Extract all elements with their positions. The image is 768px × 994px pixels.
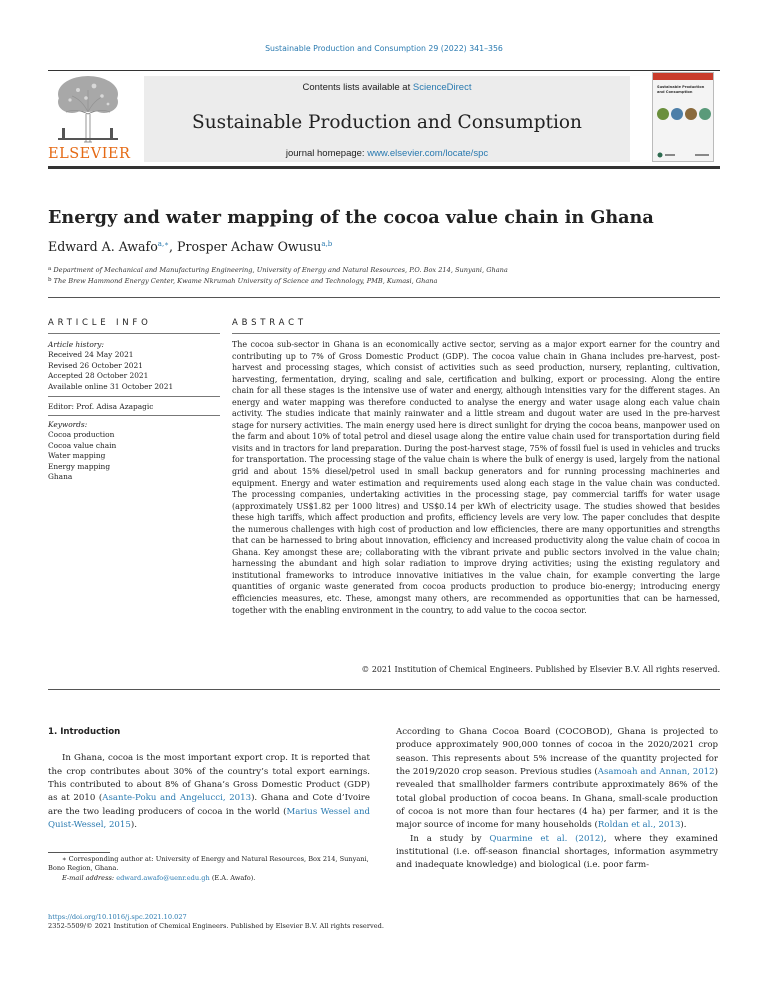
article-title: Energy and water mapping of the cocoa value chain in Ghana (48, 207, 654, 228)
cover-logos-icon (657, 152, 711, 158)
corresponding-author-text: Corresponding author at: University of Energy and Natural Resources, Box 214, Sunyani, Bono Region, Ghana. (48, 855, 369, 873)
top-divider (48, 70, 720, 71)
author-name[interactable]: Prosper Achaw Owusu (176, 239, 322, 254)
paragraph-text: ). Ghana and Cote d’Ivoire are the two leading producers of cocoa in the world ( (48, 793, 370, 817)
author-affiliation-mark[interactable]: a,b (321, 240, 333, 248)
keyword: Cocoa production (48, 430, 115, 440)
article-info-heading: ARTICLE INFO (48, 318, 152, 328)
elsevier-wordmark: ELSEVIER (48, 146, 131, 162)
footnote (48, 855, 370, 883)
corresponding-author-note (48, 855, 370, 874)
cover-images-icon (656, 107, 712, 121)
article-history-label: Article history: (48, 340, 104, 349)
paragraph-text: In Ghana, cocoa is the most important export crop. It is reported that the crop contributes about 30% of the country’s total export earnings. This contributed to about 8% of Ghana’s Gross Domestic Product (GDP) as at 2010 ( (48, 753, 370, 804)
citation-link[interactable]: Asamoah and Annan, 2012 (597, 767, 715, 778)
email-line (48, 874, 370, 883)
author-affiliation-mark[interactable]: a,∗ (157, 240, 169, 248)
editor-line: Editor: Prof. Adisa Azapagic (48, 402, 154, 411)
article-info-rule (48, 333, 220, 334)
elsevier-logo[interactable] (48, 72, 131, 164)
keyword: Ghana (48, 472, 73, 482)
doi-block (48, 913, 384, 932)
masthead-divider (48, 166, 720, 169)
homepage-line (144, 148, 630, 159)
abstract-divider (48, 689, 720, 690)
journal-title: Sustainable Production and Consumption (192, 112, 582, 133)
article-info-rule (48, 415, 220, 416)
email-label: E-mail address: (62, 873, 115, 882)
paragraph-text: , where they examined institutional (i.e. off-season financial shortages, information asymmetry and inadequate knowledge) and biological (i.e. poor farm- (396, 833, 718, 871)
abstract-text: The cocoa sub-sector in Ghana is an economically active sector, serving as a major export earner for the country and contributing up to 7% of Gross Domestic Product (GDP). The cocoa value chain in Ghana includes pre-harvest, post-harvest and processing stages, which consist of activities such as seed production, nursery, replanting, cultivation, harvesting, fermentation, drying, scaling and sale, certification and bulking, export or processing. Along the entire chain for all these stages is the intensive use of water and energy, although intensities vary for the different stages. An energy and water mapping was therefore conducted to analyse the energy and water usage along each value chain activity. The studies indicate that mainly rainwater and a little stream and dugout water are used in the pre-harvest stage for nursery activities. The main energy used here is direct sunlight for drying the cocoa beans, manpower used on the farm and about 10% of total petrol and diesel usage along the entire value chain used for transportation during field visits and in tractors for land preparation. During the post-harvest stage, 75% of fossil fuel is used in vehicles and trucks for transportation. The processing stage of the value chain is where the bulk of energy is used, largely from the national grid and about 15% diesel/petrol used in small backup generators and for running processing machineries and equipment. Energy and water estimation and requirements used along each stage in the value chain was conducted. The processing companies, undertaking activities in the processing stage, pay commercial tariffs for water usage (approximately US$1.82 per 1000 litres) and US$0.14 per kWh of electricity usage. The studies showed that besides these high tariffs, which affect production and profits, efficiency levels are very low. The paper concludes that despite the numerous challenges with high cost of production and low efficiencies, there are many opportunities and strengths that can be harnessed to bring about innovation, efficiency and increased productivity along the value chain of cocoa in Ghana. Key amongst these are; collaborating with the vibrant private and public sectors involved in the value chain; harnessing the abundant and high solar radiation to improve drying activities; using the existing regulatory and institutional frameworks to introduce innovative initiatives in the value chain, for example converting the large quantities of organic waste generated from cocoa products production to produce bio-energy; introducing energy efficiencies measures, etc. These, amongst many others, are recommended as opportunities that can be harnessed, together with the enabling environment in the country, to add value to the cocoa sector. (232, 340, 720, 615)
journal-banner (144, 76, 630, 162)
paragraph-text: ) revealed that smallholder farmers contribute approximately 86% of the total global production of cocoa beans. In Ghana, small-scale production of cocoa is not more than four hectares (4 ha) per farmer, and it is the major source of income for many households ( (396, 767, 718, 831)
affiliation-text: Department of Mechanical and Manufacturing Engineering, University of Energy and Natural Resources, P.O. Box 214, Sunyani, Ghana (53, 266, 508, 274)
affiliation-mark: a (48, 266, 52, 272)
left-column (48, 726, 370, 832)
journal-cover-thumbnail[interactable] (652, 72, 714, 162)
footnote-mark: ∗ (62, 855, 67, 863)
affiliation-a (48, 266, 508, 274)
paragraph-text: According to Ghana Cocoa Board (COCOBOD), Ghana is projected to produce approximately 900,000 tonnes of cocoa in the 2020/2021 crop season. This represents about 5% increase of the quantity projected for the 2019/2020 crop season. Previous studies ( (396, 727, 718, 778)
issn-copyright: 2352-5509/© 2021 Institution of Chemical Engineers. Published by Elsevier B.V. All rights reserved. (48, 922, 384, 931)
abstract-copyright: © 2021 Institution of Chemical Engineers. Published by Elsevier B.V. All rights reserved. (361, 665, 720, 674)
affiliation-mark: b (48, 277, 52, 283)
article-history (48, 340, 220, 392)
history-received: Received 24 May 2021 (48, 350, 134, 360)
email-link[interactable]: edward.awafo@uenr.edu.gh (116, 873, 210, 882)
header-divider (48, 297, 720, 298)
citation-link[interactable]: Asante-Poku and Angelucci, 2013 (102, 793, 252, 804)
author-separator: , (168, 239, 177, 254)
abstract-heading: ABSTRACT (232, 318, 307, 328)
footnote-rule (48, 852, 110, 853)
section-heading: 1. Introduction (48, 727, 121, 737)
author-list (48, 239, 332, 254)
paragraph (48, 752, 370, 832)
cover-title: Sustainable Production and Consumption (657, 85, 705, 94)
doi-link[interactable]: https://doi.org/10.1016/j.spc.2021.10.027 (48, 913, 187, 921)
homepage-prefix: journal homepage: (285, 148, 368, 159)
citation-link[interactable]: Marius Wessel and Quist-Wessel, 2015 (48, 806, 370, 831)
paragraph-text: ). (680, 820, 687, 831)
history-accepted: Accepted 28 October 2021 (48, 371, 149, 381)
keyword: Water mapping (48, 451, 106, 461)
paragraph-text: In a study by (410, 833, 490, 844)
paragraph-text: ). (130, 820, 137, 831)
keywords (48, 420, 220, 482)
affiliation-text: The Brew Hammond Energy Center, Kwame Nkrumah University of Science and Technology, PMB, Kumasi, Ghana (53, 277, 438, 285)
contents-line (144, 82, 630, 93)
affiliation-b (48, 277, 437, 285)
running-head[interactable]: Sustainable Production and Consumption 29 (2022) 341–356 (265, 44, 503, 53)
cover-header-bar (653, 73, 713, 80)
masthead (48, 72, 720, 164)
citation-link[interactable]: Roldan et al., 2013 (597, 820, 681, 831)
author-name[interactable]: Edward A. Awafo (48, 239, 158, 254)
citation-link[interactable]: Quarmine et al. (2012) (489, 833, 604, 844)
keywords-label: Keywords: (48, 420, 88, 429)
contents-prefix: Contents lists available at (302, 82, 413, 93)
article-info-rule (48, 396, 220, 397)
email-suffix: (E.A. Awafo). (211, 873, 256, 882)
keyword: Cocoa value chain (48, 440, 117, 450)
paragraph (396, 726, 718, 833)
history-online: Available online 31 October 2021 (48, 381, 174, 391)
journal-homepage-link[interactable]: www.elsevier.com/locate/spc (367, 148, 489, 159)
right-column (396, 726, 718, 873)
elsevier-tree-icon (48, 72, 128, 144)
paragraph (396, 833, 718, 873)
history-revised: Revised 26 October 2021 (48, 360, 143, 370)
sciencedirect-link[interactable]: ScienceDirect (412, 82, 472, 93)
keyword: Energy mapping (48, 461, 111, 471)
abstract-rule (232, 333, 720, 334)
